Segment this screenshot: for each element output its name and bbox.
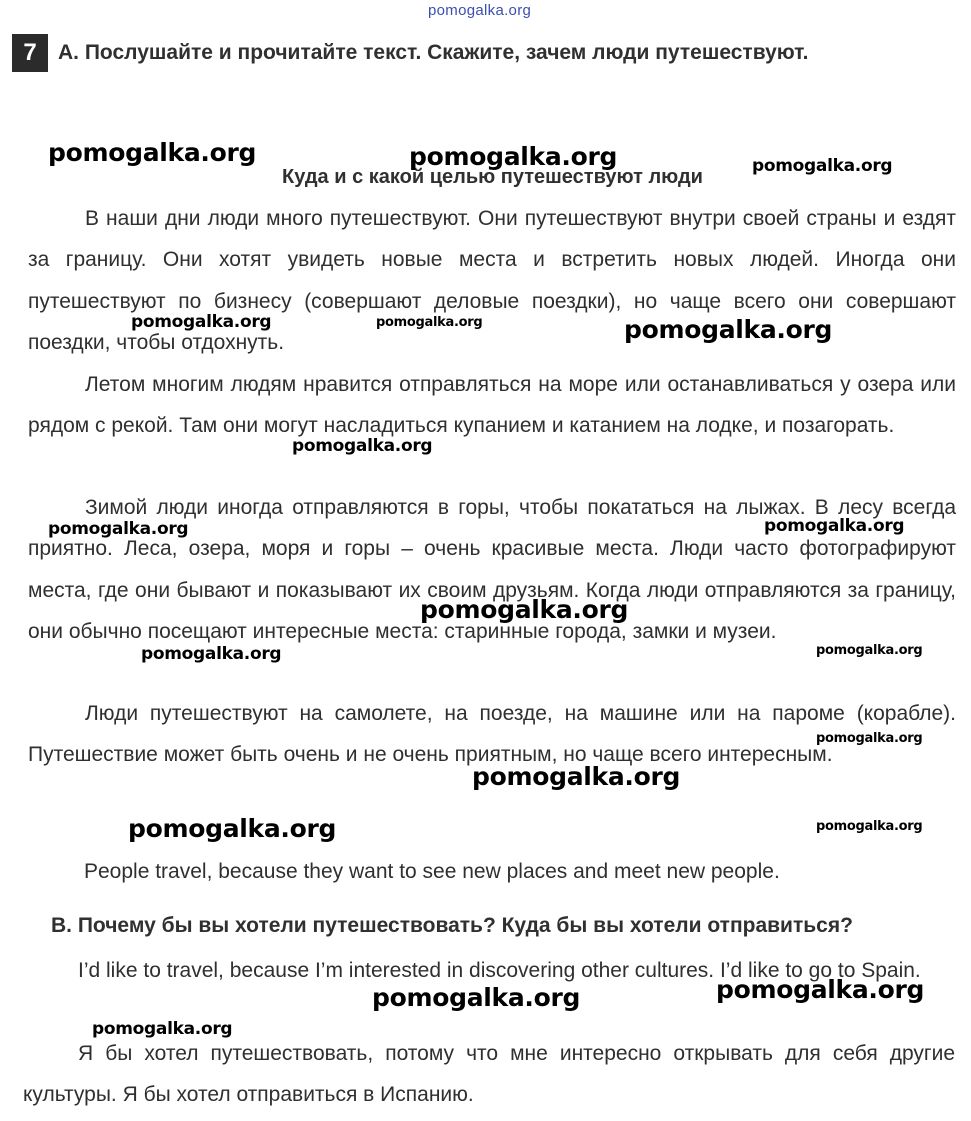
watermark: pomogalka.org (128, 814, 337, 843)
watermark: pomogalka.org (141, 644, 282, 664)
watermark: pomogalka.org (48, 138, 257, 167)
task-b-answer-ru: Я бы хотел путешествовать, потому что мне интересно открывать для себя другие культуры. Я бы хотел отправиться в Испанию. (23, 1042, 955, 1107)
watermark: pomogalka.org (292, 436, 433, 456)
paragraph-1: В наши дни люди много путешествуют. Они путешествуют внутри своей страны и ездят за границу. Они хотят увидеть новые места и встретить новых людей. Иногда они путешествуют по бизнесу (совершают деловые поездки), но чаще всего они совершают поездки, чтобы отдохнуть. (28, 207, 956, 354)
watermark: pomogalka.org (409, 142, 618, 171)
watermark: pomogalka.org (816, 643, 923, 658)
watermark: pomogalka.org (816, 819, 923, 834)
paragraph-4: Люди путешествуют на самолете, на поезде, на машине или на пароме (корабле). Путешествие может быть очень и не очень приятным, но чаще всего интересным. (28, 702, 956, 767)
watermark: pomogalka.org (376, 315, 483, 330)
watermark: pomogalka.org (372, 983, 581, 1012)
watermark: pomogalka.org (752, 156, 893, 176)
watermark: pomogalka.org (764, 516, 905, 536)
watermark: pomogalka.org (716, 975, 925, 1004)
watermark: pomogalka.org (48, 519, 189, 539)
watermark: pomogalka.org (92, 1019, 233, 1039)
watermark: pomogalka.org (131, 312, 272, 332)
site-link[interactable]: pomogalka.org (428, 2, 532, 19)
watermark: pomogalka.org (816, 731, 923, 746)
exercise-number: 7 (12, 34, 48, 72)
paragraph-2: Летом многим людям нравится отправляться на море или останавливаться у озера или рядом с рекой. Там они могут насладиться купанием и катанием на лодке, и позагорать. (28, 373, 956, 438)
task-a-heading: A. Послушайте и прочитайте текст. Скажите, зачем люди путешествуют. (58, 41, 809, 64)
watermark: pomogalka.org (472, 762, 681, 791)
paragraph-3: Зимой люди иногда отправляются в горы, чтобы покататься на лыжах. В лесу всегда приятно. Леса, озера, моря и горы – очень красивые места. Люди часто фотографируют места, где они бывают и показывают их своим друзьям. Когда люди отправляются за границу, они обычно посещают интересные места: старинные города, замки и музеи. (28, 496, 956, 643)
task-b-heading: B. Почему бы вы хотели путешествовать? Куда бы вы хотели отправиться? (51, 914, 853, 937)
task-a-answer: People travel, because they want to see new places and meet new people. (84, 860, 780, 883)
watermark: pomogalka.org (420, 595, 629, 624)
task-b-answer-en: I’d like to travel, because I’m interested in discovering other cultures. I’d like to go to Spain. (78, 959, 921, 982)
watermark: pomogalka.org (624, 315, 833, 344)
text-title: Куда и с какой целью путешествуют люди (282, 166, 703, 188)
